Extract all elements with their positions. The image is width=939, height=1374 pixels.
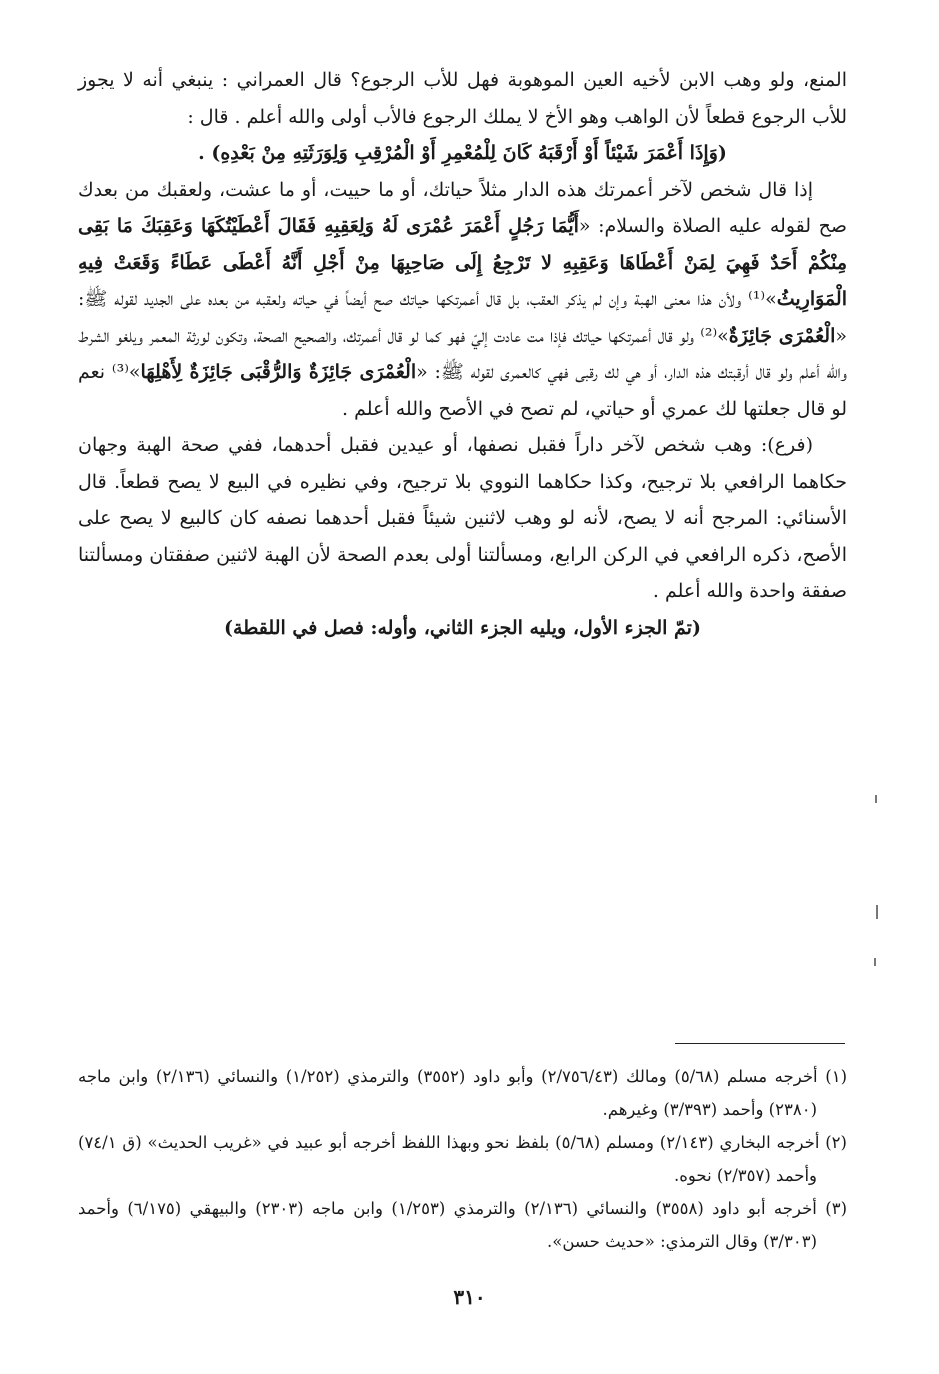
scan-speck xyxy=(874,958,876,966)
page-number: ٣١٠ xyxy=(453,1285,486,1309)
footnote-3: (٣) أخرجه أبو داود (٣٥٥٨) والنسائي (٢/١٣٦) والترمذي (١/٢٥٣) وابن ماجه (٢٣٠٣) والبيهقي (٦/١٧٥) وأحمد (٣/٣٠٣) وقال الترمذي: «حديث حسن». xyxy=(78,1199,847,1251)
hadith-2: الْعُمْرَى جَائِزَةٌ xyxy=(728,324,836,347)
hadith-3: الْعُمْرَى جَائِزَةٌ وَالرُّقْبَى جَائِزَةٌ لِأَهْلِهَا xyxy=(140,361,417,383)
paragraph-2-text-c: »⁽²⁾ ولو قال أعمرتكها حياتك فإذا مت عادت إليّ فهو كما لو قال أعمرتك، والصحيح الصحة، وتكون لورثة المعمر ويلغو الشرط والله أعلم ولو قال أرقبتك هذه الدار، أو هي لك رقبى فهي كالعمرى لقوله ﷺ: « xyxy=(78,324,847,383)
footnote-separator xyxy=(675,1043,845,1044)
footnote-2: (٢) أخرجه البخاري (٢/١٤٣) ومسلم (٥/٦٨) بلفظ نحو وبهذا اللفظ أخرجه أبو عبيد في «غريب الحديث» (ق ٧٤/١) وأحمد (٢/٣٥٧) نحوه. xyxy=(78,1133,847,1185)
scan-speck xyxy=(875,795,877,803)
scan-speck xyxy=(876,905,878,919)
matn-verse: (وَإِذَا أَعْمَرَ شَيْئاً أَوْ أَرْقَبَهُ كَانَ لِلْمُعْمِرِ أَوْ الْمُرْقِبِ وَلِوَرَثَتِهِ مِنْ بَعْدِهِ) . xyxy=(198,142,727,164)
footnote-1: (١) أخرجه مسلم (٥/٦٨) ومالك (٢/٧٥٦/٤٣) وأبو داود (٣٥٥٢) والترمذي (١/٢٥٢) والنسائي (٢/١٣٦) وابن ماجه (٢٣٨٠) وأحمد (٣/٣٩٣) وغيرهم. xyxy=(78,1067,848,1119)
paragraph-3-far: (فرع): وهب شخص لآخر داراً فقبل نصفها، أو عيدين فقبل أحدهما، ففي صحة الهبة وجهان حكاهما الرافعي بلا ترجيح، وكذا حكاهما النووي بلا ترجيح، وفي نظيره في البيع لا يصح قطعاً. قال الأسنائي: المرجح أنه لا يصح، لأنه لو وهب لاثنين شيئاً فقبل أحدهما نصفه كان كالبيع لا يصح على الأصح، ذكره الرافعي في الركن الرابع، ومسألتنا أولى بعدم الصحة لأن الهبة لاثنين صفقتان ومسألتنا صفقة واحدة والله أعلم . xyxy=(78,434,847,602)
hadith-1: أَيُّمَا رَجُلٍ أَعْمَرَ عُمْرَى لَهُ وَلِعَقِبِهِ فَقَالَ أَعْطَيْتُكَهَا وَعَقِبَكَ مَا بَقِى مِنْكُمْ أَحَدٌ فَهِيَ لِمَنْ أَعْطَاهَا وَعَقِبِهِ لا تَرْجِعُ إِلَى صَاحِبِهَا مِنْ أَجْلِ أَنَّهُ أَعْطَى عَطَاءً وَقَعَتْ فِيهِ الْمَوَارِيثُ xyxy=(78,215,847,310)
volume-end-note: (تمّ الجزء الأول، ويليه الجزء الثاني، وأوله: فصل في اللقطة) xyxy=(224,616,701,639)
main-text xyxy=(78,62,847,646)
paragraph-2-text-b: »⁽¹⁾ ولأن هذا معنى الهبة وإن لم يذكر العقب، بل قال أعمرتكها حياتك صح أيضاً في حياته ولعقبه من بعده على الجديد لقوله ﷺ: « xyxy=(78,288,847,347)
paragraph-1: المنع، ولو وهب الابن لأخيه العين الموهوبة فهل للأب الرجوع؟ قال العمراني : ينبغي أنه لا يجوز للأب الرجوع قطعاً لأن الواهب وهو الأخ لا يملك الرجوع فالأب أولى والله أعلم . قال : xyxy=(78,69,847,128)
footnotes xyxy=(78,1060,847,1258)
paragraph-2-text-a: إذا قال شخص لآخر أعمرتك هذه الدار مثلاً حياتك، أو ما حييت، أو ما عشت، ولعقبك من بعدك صح لقوله عليه الصلاة والسلام: « xyxy=(78,178,847,237)
paragraph-2-text-d: »⁽³⁾ نعم لو قال جعلتها لك عمري أو حياتي، لم تصح في الأصح والله أعلم . xyxy=(78,361,847,420)
paragraph-2 xyxy=(78,172,847,428)
